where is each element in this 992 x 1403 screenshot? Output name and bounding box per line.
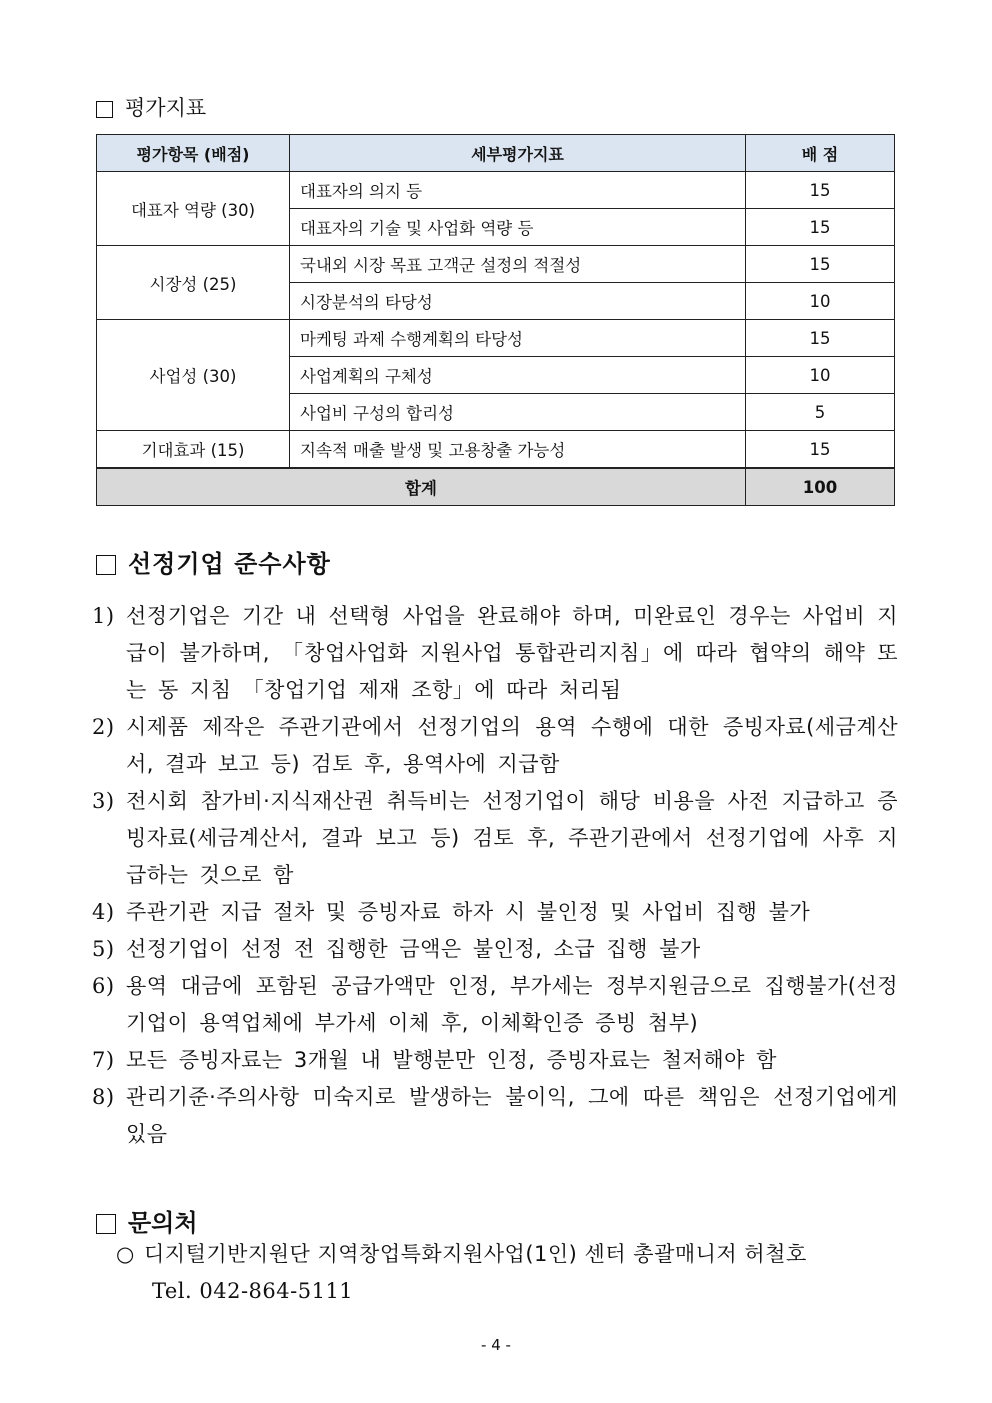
item-text: 전시회 참가비·지식재산권 취득비는 선정기업이 해당 비용을 사전 지급하고 증빙자료(세금계산서, 결과 보고 등) 검토 후, 주관기관에서 선정기업에 사후 지급하는 것으로 함 — [126, 789, 898, 887]
item-number: 3) — [92, 789, 115, 813]
checkbox-square-icon — [96, 101, 113, 118]
score-cell: 10 — [746, 283, 895, 320]
detail-cell: 사업비 구성의 합리성 — [290, 394, 746, 431]
list-item — [92, 931, 898, 968]
item-number: 4) — [92, 900, 115, 924]
evaluation-table — [96, 134, 895, 506]
score-cell: 5 — [746, 394, 895, 431]
table-total-row — [97, 468, 895, 506]
detail-cell: 대표자의 기술 및 사업화 역량 등 — [290, 209, 746, 246]
header-detail: 세부평가지표 — [290, 135, 746, 172]
item-text: 시제품 제작은 주관기관에서 선정기업의 용역 수행에 대한 증빙자료(세금계산서, 결과 보고 등) 검토 후, 용역사에 지급함 — [126, 715, 898, 776]
item-text: 선정기업은 기간 내 선택형 사업을 완료해야 하며, 미완료인 경우는 사업비 지급이 불가하며, 「창업사업화 지원사업 통합관리지침」에 따라 협약의 해약 또는 동 지침 「창업기업 제재 조항」에 따라 처리됨 — [126, 604, 898, 702]
item-number: 6) — [92, 974, 115, 998]
list-item — [92, 709, 898, 783]
section-rules-heading — [96, 544, 331, 579]
item-number: 2) — [92, 715, 115, 739]
list-item — [92, 1079, 898, 1153]
list-item — [92, 598, 898, 709]
list-item — [92, 1042, 898, 1079]
section-contact-heading — [96, 1203, 198, 1238]
list-item — [92, 968, 898, 1042]
score-cell: 15 — [746, 209, 895, 246]
table-row — [97, 431, 895, 469]
page-number: - 4 - — [481, 1336, 511, 1354]
checkbox-square-icon — [96, 1214, 116, 1234]
category-cell: 대표자 역량 (30) — [97, 172, 290, 246]
table-header-row — [97, 135, 895, 172]
contact-line — [116, 1236, 807, 1273]
category-cell: 기대효과 (15) — [97, 431, 290, 469]
detail-cell: 마케팅 과제 수행계획의 타당성 — [290, 320, 746, 357]
section-eval-heading — [96, 92, 206, 122]
total-label: 합계 — [97, 468, 746, 506]
section-rules-title: 선정기업 준수사항 — [128, 550, 331, 578]
item-number: 5) — [92, 937, 115, 961]
checkbox-square-icon — [96, 555, 116, 575]
table-row — [97, 172, 895, 209]
item-text: 모든 증빙자료는 3개월 내 발행분만 인정, 증빙자료는 철저해야 함 — [126, 1048, 777, 1072]
header-category: 평가항목 (배점) — [97, 135, 290, 172]
rules-list — [92, 598, 898, 1153]
contact-tel: Tel. 042-864-5111 — [152, 1279, 354, 1303]
total-score: 100 — [746, 468, 895, 506]
item-text: 관리기준·주의사항 미숙지로 발생하는 불이익, 그에 따른 책임은 선정기업에게 있음 — [126, 1085, 898, 1146]
circle-bullet-icon: ○ — [116, 1242, 135, 1266]
table-row — [97, 246, 895, 283]
score-cell: 15 — [746, 172, 895, 209]
list-item — [92, 783, 898, 894]
score-cell: 10 — [746, 357, 895, 394]
table-row — [97, 320, 895, 357]
section-contact-title: 문의처 — [128, 1209, 198, 1237]
score-cell: 15 — [746, 320, 895, 357]
item-number: 1) — [92, 604, 115, 628]
list-item — [92, 894, 898, 931]
contact-block — [116, 1236, 807, 1310]
detail-cell: 대표자의 의지 등 — [290, 172, 746, 209]
detail-cell: 지속적 매출 발생 및 고용창출 가능성 — [290, 431, 746, 469]
item-text: 선정기업이 선정 전 집행한 금액은 불인정, 소급 집행 불가 — [126, 937, 701, 961]
detail-cell: 시장분석의 타당성 — [290, 283, 746, 320]
item-number: 7) — [92, 1048, 115, 1072]
detail-cell: 사업계획의 구체성 — [290, 357, 746, 394]
category-cell: 시장성 (25) — [97, 246, 290, 320]
detail-cell: 국내외 시장 목표 고객군 설정의 적절성 — [290, 246, 746, 283]
category-cell: 사업성 (30) — [97, 320, 290, 431]
item-number: 8) — [92, 1085, 115, 1109]
score-cell: 15 — [746, 431, 895, 469]
section-eval-title: 평가지표 — [125, 96, 207, 120]
contact-org: 디지털기반지원단 지역창업특화지원사업(1인) 센터 총괄매니저 허철호 — [144, 1242, 807, 1266]
item-text: 용역 대금에 포함된 공급가액만 인정, 부가세는 정부지원금으로 집행불가(선정기업이 용역업체에 부가세 이체 후, 이체확인증 증빙 첨부) — [126, 974, 898, 1035]
score-cell: 15 — [746, 246, 895, 283]
header-score: 배 점 — [746, 135, 895, 172]
item-text: 주관기관 지급 절차 및 증빙자료 하자 시 불인정 및 사업비 집행 불가 — [126, 900, 811, 924]
